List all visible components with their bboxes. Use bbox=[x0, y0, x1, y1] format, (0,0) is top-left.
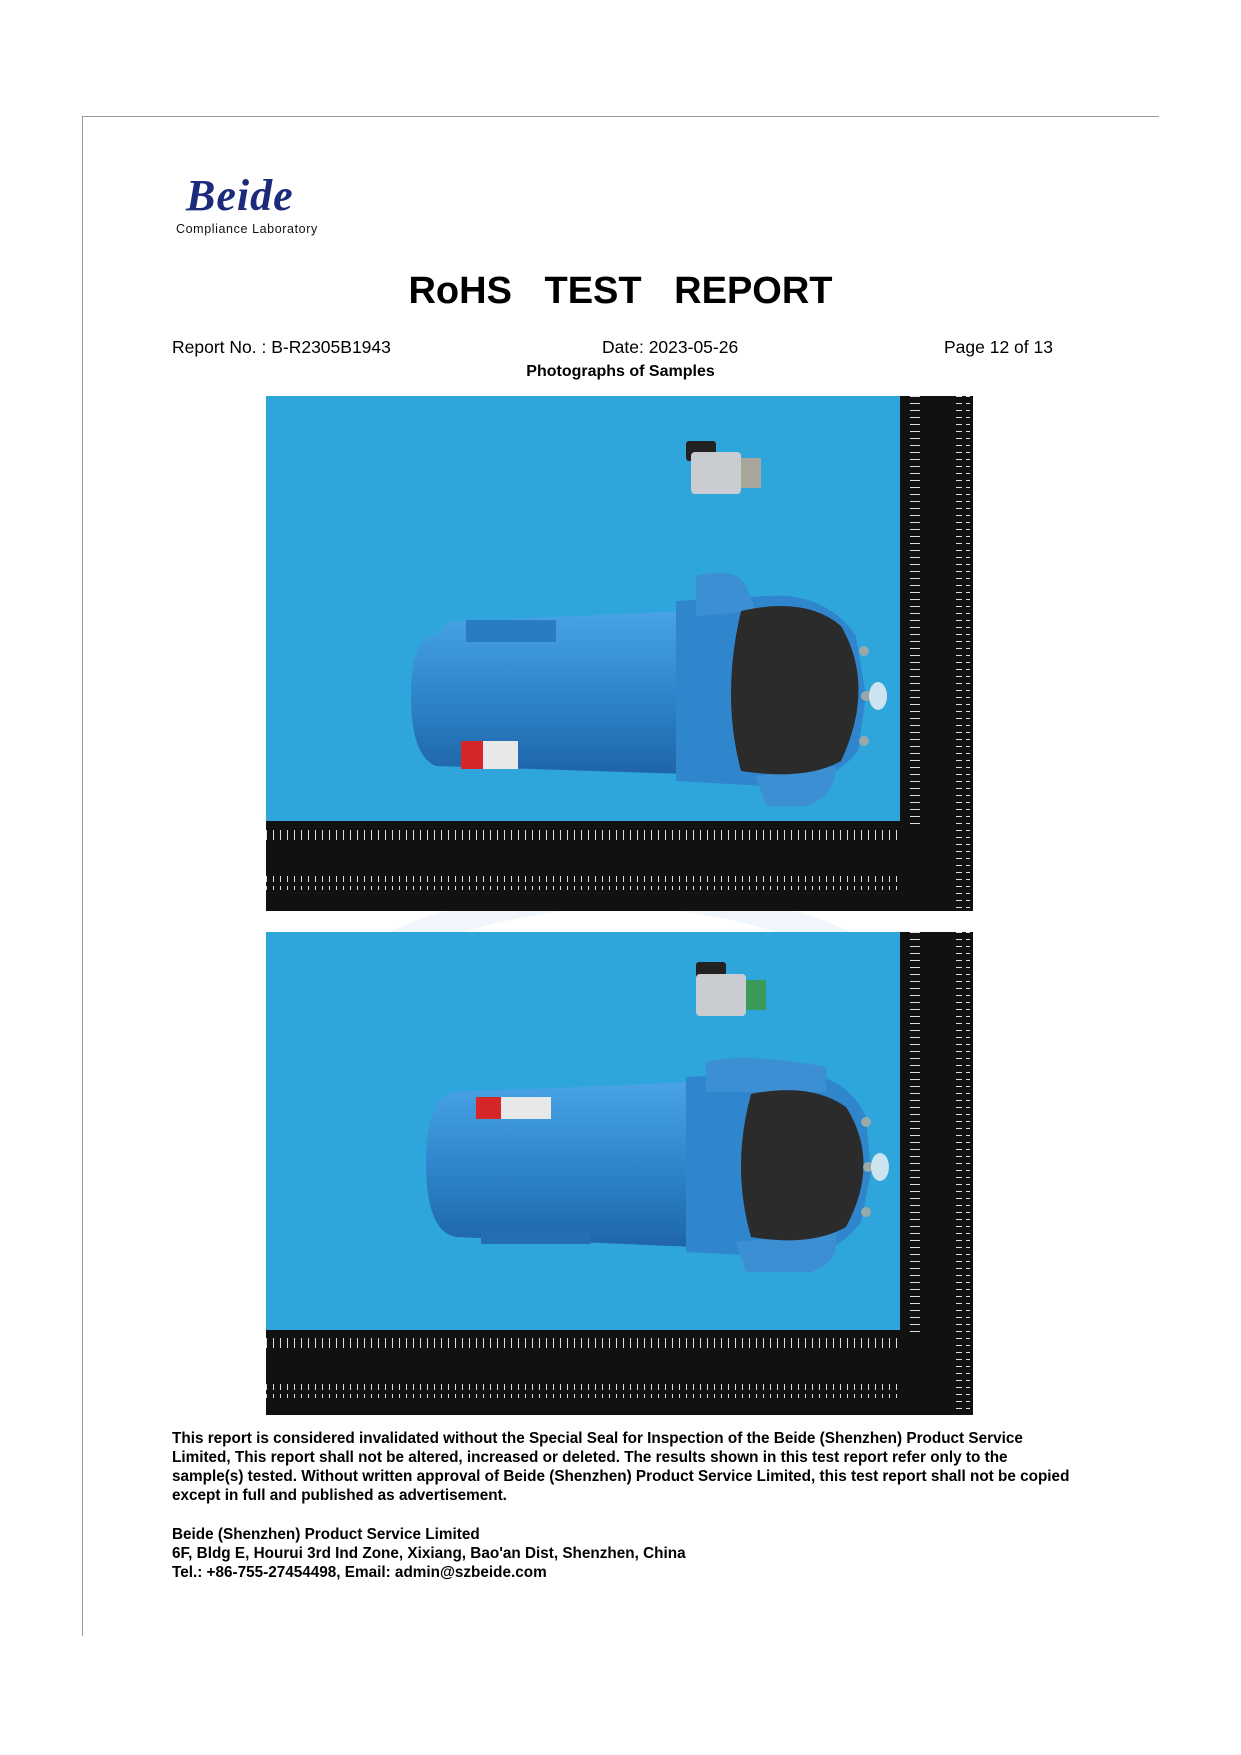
page-number: Page 12 of 13 bbox=[944, 337, 1053, 357]
report-title: RoHS TEST REPORT bbox=[408, 270, 833, 312]
report-number: Report No. : B-R2305B1943 bbox=[172, 337, 391, 357]
page-border-top bbox=[82, 116, 1159, 117]
report-date: Date: 2023-05-26 bbox=[602, 337, 739, 357]
disclaimer-text: This report is considered invalidated without the Special Seal for Inspection of the Beide (Shenzhen) Product Service Limited, This report shall not be altered, increased or deleted. The results shown in this test report refer only to the sample(s) tested. Without written approval of Beide (Shenzhen) Product Service Limited, this test report shall not be copied except in full and published as advertisement. bbox=[172, 1430, 1070, 1504]
footer-contact bbox=[172, 1525, 686, 1582]
company-logo bbox=[176, 170, 356, 242]
footer-company: Beide (Shenzhen) Product Service Limited bbox=[172, 1526, 480, 1543]
section-title: Photographs of Samples bbox=[526, 363, 715, 380]
sample-photo-side-view bbox=[266, 932, 973, 1415]
footer-contact-line: Tel.: +86-755-27454498, Email: admin@szbeide.com bbox=[172, 1564, 547, 1581]
sample-photo-top-view bbox=[266, 396, 973, 911]
footer-address: 6F, Bldg E, Hourui 3rd Ind Zone, Xixiang, Bao'an Dist, Shenzhen, China bbox=[172, 1545, 686, 1562]
logo-wordmark: Beide bbox=[186, 171, 294, 220]
page-border-left bbox=[82, 116, 83, 1636]
logo-subtitle: Compliance Laboratory bbox=[176, 222, 318, 236]
